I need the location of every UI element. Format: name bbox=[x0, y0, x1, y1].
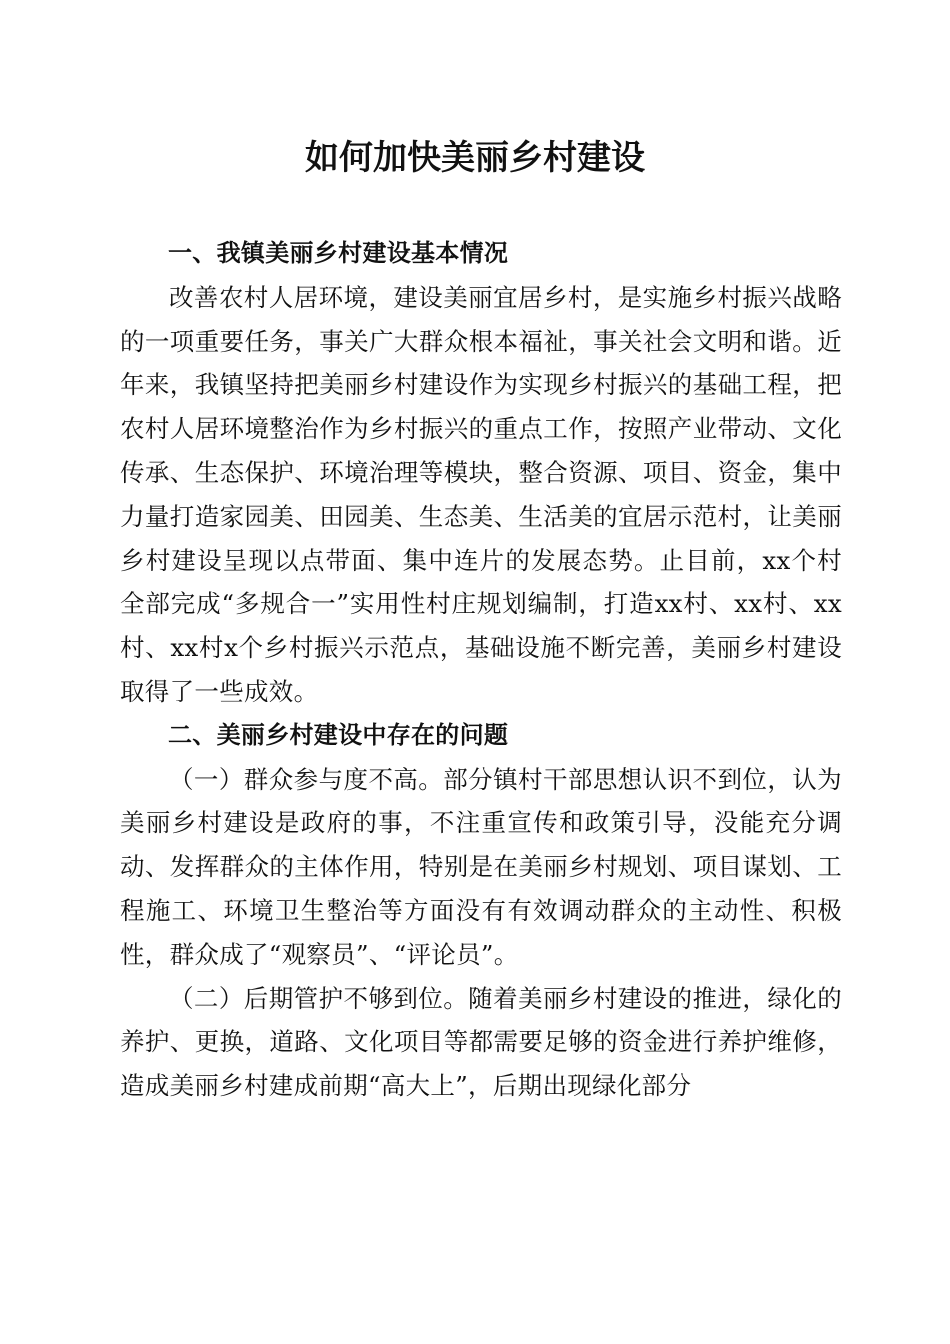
problem-item-label: （二）后期管护不够到位。 bbox=[169, 983, 469, 1013]
problem-item-label: （一）群众参与度不高。 bbox=[169, 764, 444, 794]
section-heading-problems: 二、美丽乡村建设中存在的问题 bbox=[168, 720, 509, 749]
document-body bbox=[120, 232, 842, 1108]
document-title: 如何加快美丽乡村建设 bbox=[305, 138, 645, 178]
problem-item-text: 随着美丽乡村建设的推进，绿化的养护、更换，道路、文化项目等都需要足够的资金进行养护维修，造成美丽乡村建成前期“高大上”，后期出现绿化部分 bbox=[120, 983, 842, 1101]
section-heading-basic-situation: 一、我镇美丽乡村建设基本情况 bbox=[168, 239, 509, 267]
problem-item-2 bbox=[120, 977, 842, 1108]
problem-item-text: 部分镇村干部思想认识不到位，认为美丽乡村建设是政府的事，不注重宣传和政策引导，没能充分调动、发挥群众的主体作用，特别是在美丽乡村规划、项目谋划、工程施工、环境卫生整治等方面没有有效调动群众的主动性、积极性，群众成了“观察员”、“评论员”。 bbox=[120, 764, 842, 969]
problem-item-1 bbox=[120, 758, 842, 977]
section-paragraph: 改善农村人居环境，建设美丽宜居乡村，是实施乡村振兴战略的一项重要任务，事关广大群众根本福祉，事关社会文明和谐。近年来，我镇坚持把美丽乡村建设作为实现乡村振兴的基础工程，把农村人居环境整治作为乡村振兴的重点工作，按照产业带动、文化传承、生态保护、环境治理等模块，整合资源、项目、资金，集中力量打造家园美、田园美、生态美、生活美的宜居示范村，让美丽乡村建设呈现以点带面、集中连片的发展态势。止目前，xx个村全部完成“多规合一”实用性村庄规划编制，打造xx村、xx村、xx村、xx村x个乡村振兴示范点，基础设施不断完善，美丽乡村建设取得了一些成效。 bbox=[120, 282, 842, 706]
